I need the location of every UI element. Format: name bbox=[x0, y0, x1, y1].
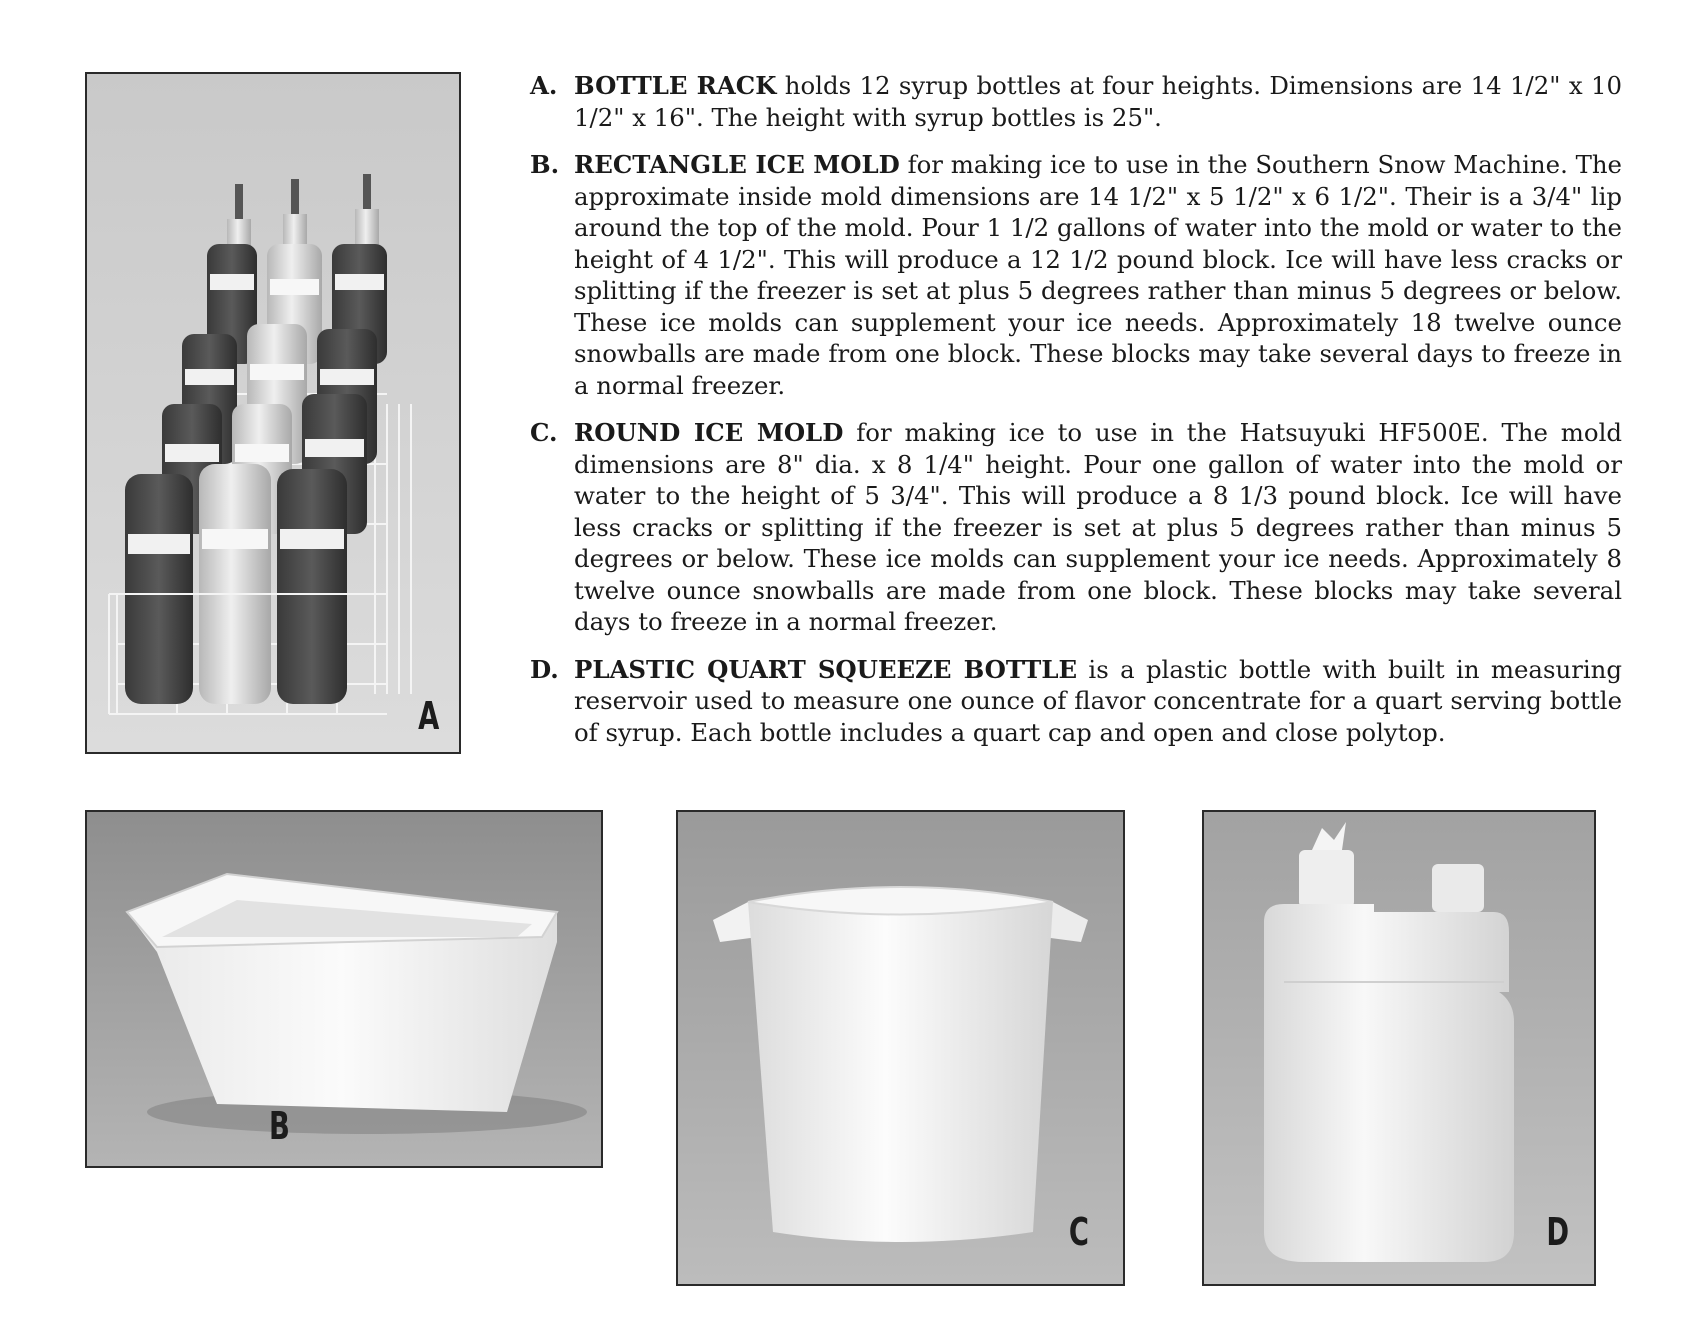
photo-rectangle-ice-mold bbox=[85, 810, 603, 1168]
item-bottle-rack bbox=[530, 70, 1622, 133]
item-name: ROUND ICE MOLD bbox=[574, 418, 844, 447]
round-ice-mold-image bbox=[678, 812, 1123, 1284]
bottle-rack-image bbox=[87, 74, 459, 752]
squeeze-bottle-image bbox=[1204, 812, 1594, 1284]
photo-bottle-rack bbox=[85, 72, 461, 754]
photo-label-b: B bbox=[269, 1104, 290, 1148]
item-text: for making ice to use in the Hatsuyuki HF500E. The mold dimensions are 8" dia. x 8 1/4" height. Pour one gallon of water into the mold or water to the height of 5 3/4". This will produce a 8 1/3 pound block. Ice will have less cracks or splitting if the freezer is set at plus 5 degrees rather than minus 5 degrees or below. These ice molds can supplement your ice needs. Approximately 8 twelve ounce snowballs are made from one block. These blocks may take several days to freeze in a normal freezer. bbox=[574, 418, 1622, 636]
rectangle-ice-mold-image bbox=[87, 812, 601, 1166]
item-text: is a plastic bottle with built in measuring reservoir used to measure one ounce of flavor concentrate for a quart serving bottle of syrup. Each bottle includes a quart cap and open and close polytop. bbox=[574, 654, 1622, 747]
item-text: holds 12 syrup bottles at four heights. Dimensions are 14 1/2" x 10 1/2" x 16". The height with syrup bottles is 25". bbox=[574, 71, 1622, 132]
item-round-ice-mold bbox=[530, 417, 1622, 638]
item-letter: D. bbox=[530, 654, 559, 684]
photo-round-ice-mold bbox=[676, 810, 1125, 1286]
photo-label-a: A bbox=[417, 694, 439, 738]
item-rectangle-ice-mold bbox=[530, 149, 1622, 401]
product-descriptions bbox=[530, 70, 1622, 764]
item-text: for making ice to use in the Southern Snow Machine. The approximate inside mold dimensions are 14 1/2" x 5 1/2" x 6 1/2". Their is a 3/4" lip around the top of the mold. Pour 1 1/2 gallons of water into the mold or water to the height of 4 1/2". This will produce a 12 1/2 pound block. Ice will have less cracks or splitting if the freezer is set at plus 5 degrees rather than minus 5 degrees or below. These ice molds can supplement your ice needs. Approximately 18 twelve ounce snowballs are made from one block. These blocks may take several days to freeze in a normal freezer. bbox=[574, 150, 1622, 400]
item-squeeze-bottle bbox=[530, 654, 1622, 749]
item-name: PLASTIC QUART SQUEEZE BOTTLE bbox=[574, 654, 1078, 684]
item-letter: B. bbox=[530, 150, 560, 179]
photo-label-c: C bbox=[1069, 1210, 1090, 1254]
item-letter: A. bbox=[530, 71, 558, 100]
item-letter: C. bbox=[530, 418, 558, 447]
photo-squeeze-bottle bbox=[1202, 810, 1596, 1286]
photo-label-d: D bbox=[1546, 1210, 1570, 1254]
item-name: BOTTLE RACK bbox=[574, 71, 777, 100]
item-name: RECTANGLE ICE MOLD bbox=[574, 150, 900, 179]
